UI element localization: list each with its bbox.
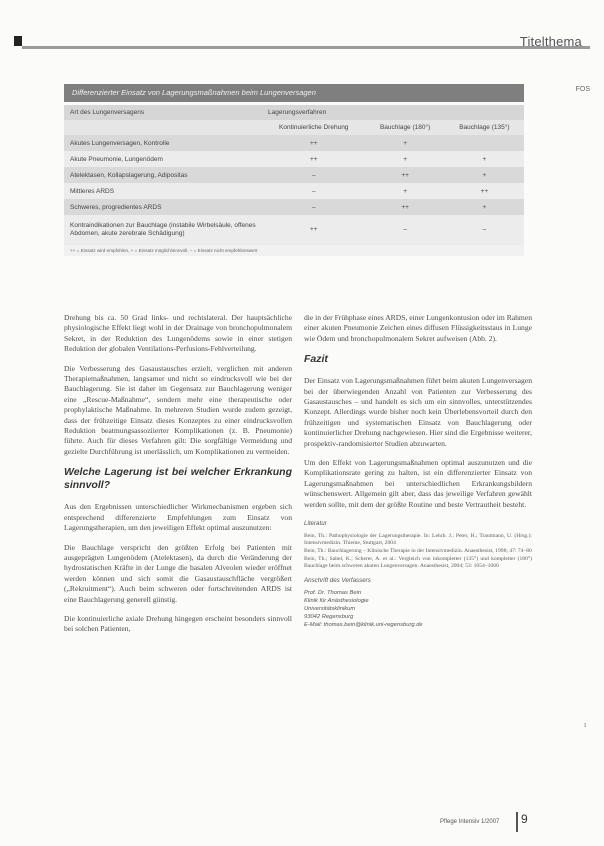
paragraph: Die Verbesserung des Gasaustausches erzielt, verglichen mit anderen Therapiemaßnahmen, langsamer und nicht so eindrucksvoll wie bei der Bauchlagerung. Sie ist daher im Gegensatz zur Bauchlagerung weniger eine „Rescue-Maßnahme“, sondern mehr eine therapeutische oder prophylaktische Maßnahme. In mehreren Studien wurde zudem gezeigt, dass der frühzeitige Einsatz dieses Konzeptes zu einer eindrucksvollen Reduktion beatmungsassoziierter Komplikationen (z. B. Pneumonie) führte. Auch für dieses Verfahren gilt: Die sorgfältige Vermeidung und gezielte Durchführung ist unerlässlich, um Komplikationen zu vermeiden.: [64, 363, 292, 456]
table-footnote: ++ = Einsatz wird empfohlen, + = Einsatz möglich/sinnvoll, – = Einsatz nicht empfehlenswert: [64, 245, 524, 256]
table-cell: –: [262, 167, 366, 183]
literature-title: Literatur: [304, 520, 327, 528]
address-line: Prof. Dr. Thomas Bein: [304, 589, 362, 596]
header-spacer: [64, 120, 262, 135]
address-title: Anschrift des Verfassers: [304, 576, 371, 584]
address-line: Klinik für Anästhesiologie: [304, 597, 369, 604]
lagerung-table: [64, 84, 524, 256]
page-number-bar: [516, 812, 518, 832]
paragraph: Die kontinuierliche axiale Drehung hingegen erscheint besonders sinnvoll bei solchen Patienten,: [64, 613, 292, 634]
table-cell: –: [262, 199, 366, 215]
paragraph: Der Einsatz von Lagerungsmaßnahmen führt beim akuten Lungenversagen bei der überwiegenden Anzahl von Patienten zur Verbesserung des Gasaustausches – und handelt es sich um ein sinnvolles, unterstützendes Konzept. Allerdings wurde bisher noch kein Überlebensvorteil durch den frühzeitigen und systematischen Einsatz von Bauchlagerung oder kontinuierlicher Drehung nachgewiesen. Hier sind die Ergebnisse weiterer, prospektiv-randomisierter Studien abzuwarten.: [304, 376, 532, 448]
literature-item: Bein, Th.; Sabel, K.; Scherer, A. et al.: Vergleich von inkompletter (135°) und kompletter (180°) Bauchlage beim schweren akuten Lungenversagen. Anaesthesist, 2004; 53: 1054–1060: [304, 555, 532, 569]
table-cell: [445, 135, 524, 151]
row-label: Atelektasen, Kollapslagerung, Adipositas: [64, 167, 262, 183]
col-header: Kontinuierliche Drehung: [262, 120, 366, 135]
table-cell: +: [366, 183, 445, 199]
table-row: [64, 199, 524, 215]
paragraph: Aus den Ergebnissen unterschiedlicher Wirkmechanismen ergeben sich entsprechend differenzierte Empfehlungen zum Einsatz von Lagerungstherapien, um den jeweiligen Effekt optimal auszunutzen:: [64, 502, 292, 533]
section-title: Titelthema: [519, 34, 582, 49]
header-rule: [22, 46, 590, 49]
row-label: Schweres, progredientes ARDS: [64, 199, 262, 215]
row-label: Akute Pneumonie, Lungenödem: [64, 151, 262, 167]
table-cell: –: [262, 183, 366, 199]
right-column: [304, 313, 532, 629]
table-cell: –: [366, 215, 445, 245]
corner-mark: [14, 36, 22, 46]
table-cell: ++: [366, 199, 445, 215]
table-grid: [64, 105, 524, 245]
left-column: [64, 313, 292, 644]
table-cell: +: [366, 135, 445, 151]
footer-journal: Pflege Intensiv 1/2007: [440, 819, 500, 825]
table-title: Differenzierter Einsatz von Lagerungsmaßnahmen beim Lungenversagen: [64, 84, 524, 102]
side-label: FOS: [575, 86, 590, 93]
col-header: Bauchlage (180°): [366, 120, 445, 135]
col-header: Bauchlage (135°): [445, 120, 524, 135]
table-row: [64, 135, 524, 151]
table-row: [64, 167, 524, 183]
table-cell: ++: [262, 135, 366, 151]
address-line: E-Mail: thomas.bein@klinik.uni-regensburg.de: [304, 621, 423, 628]
table-cell: ++: [445, 183, 524, 199]
table-cell: +: [445, 199, 524, 215]
table-cell: +: [366, 151, 445, 167]
paragraph: Um den Effekt von Lagerungsmaßnahmen optimal auszunutzen und die Komplikationsrate gering zu halten, ist ein differenzierter Einsatz von Lagerungsmaßnahmen bei unterschiedlichen Erkrankungsbildern wünschenswert. Allgemein gilt aber, dass das jeweilige Verfahren gewählt werden sollte, mit dem der größte Routine und beste Vertrautheit besteht.: [304, 458, 532, 509]
page-number: 9: [521, 812, 528, 826]
table-cell: ++: [262, 151, 366, 167]
table-row: [64, 151, 524, 167]
margin-mark: ı: [584, 720, 587, 729]
table-row: [64, 215, 524, 245]
literature-item: Bein, Th.: Pathophysiologie der Lagerungstherapie. In: Lehrb. J.; Peter, H.; Trautmann, U. (Hrsg.): Intensivmedizin. Thieme, Stuttgart, 2004: [304, 532, 532, 546]
table-cell: ++: [262, 215, 366, 245]
address-line: 93042 Regensburg: [304, 613, 354, 620]
table-header-row: [64, 120, 524, 135]
table-header-group-row: [64, 105, 524, 120]
literature-item: Bein, Th.: Bauchlagerung – Klinische Therapie in der Intensivmedizin. Anaesthesist, 1998; 47: 74–80: [304, 547, 532, 554]
col-group-left: Art des Lungenversagens: [64, 105, 262, 120]
table-cell: +: [445, 167, 524, 183]
table-cell: –: [445, 215, 524, 245]
section-heading: Fazit: [304, 353, 328, 366]
row-label: Akutes Lungenversagen, Kontrolle: [64, 135, 262, 151]
paragraph: die in der Frühphase eines ARDS, einer Lungenkontusion oder im Rahmen einer akuten Pneumonie Zeichen eines diffusen Flüssigkeitsstaus in Lunge wie Ödem und bronchopulmonalem Sekret aufweisen (Abb. 2).: [304, 313, 532, 343]
section-heading: Welche Lagerung ist bei welcher Erkrankung sinnvoll?: [64, 466, 292, 492]
col-group-right: Lagerungsverfahren: [262, 105, 524, 120]
table-row: [64, 183, 524, 199]
paragraph: Die Bauchlage verspricht den größten Erfolg bei Patienten mit ausgeprägten Lungenödem (Atelektasen), da durch die Veränderung der hydrostatischen Kräfte in der Lunge die basalen Alveolen wieder eröffnet werden können und sich somit die Gasaustauschfläche vergrößert („Rekruitment“). Auch beim schweren oder fortschreitenden ARDS ist eine Bauchlagerung generell günstig.: [64, 542, 292, 604]
row-label: Kontraindikationen zur Bauchlage (instabile Wirbelsäule, offenes Abdomen, akute zerebrale Schädigung): [64, 215, 262, 245]
address-line: Universitätsklinikum: [304, 605, 356, 612]
paragraph: Drehung bis ca. 50 Grad links- und rechtslateral. Der hauptsächliche physiologische Effekt liegt wohl in der Drainage von bronchopulmonalem Sekret, in der Reduktion des Lungenödems sowie in einer stetigen Reduktion der globalen Ventilations-Perfusions-Fehlverteilung.: [64, 313, 292, 354]
table-cell: ++: [366, 167, 445, 183]
row-label: Mittleres ARDS: [64, 183, 262, 199]
table-cell: +: [445, 151, 524, 167]
